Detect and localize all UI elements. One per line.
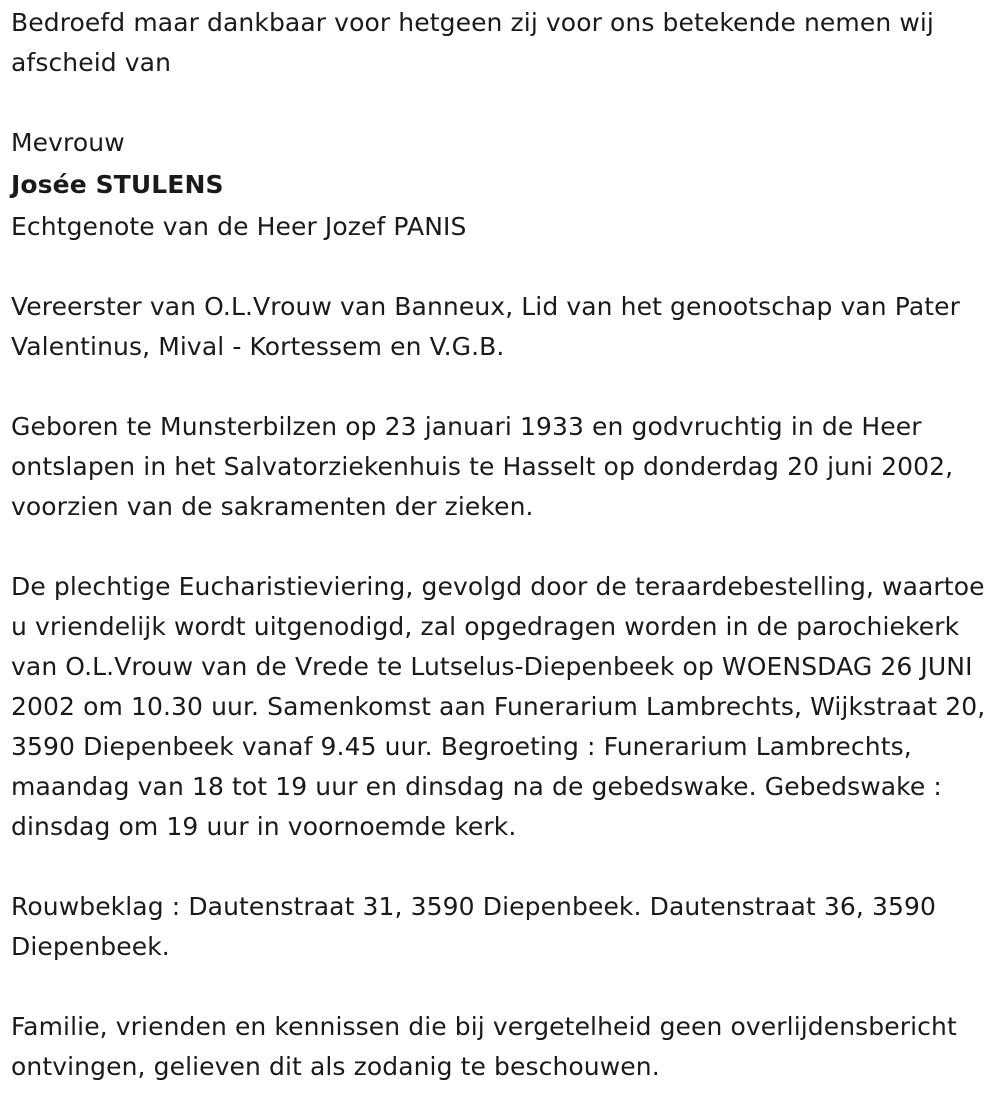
condolences-text: Rouwbeklag : Dautenstraat 31, 3590 Diepenbeek. Dautenstraat 36, 3590 Diepenbeek. — [11, 892, 936, 961]
ceremony-text: De plechtige Eucharistieviering, gevolgd door de teraardebestelling, waartoe u vriendelijk wordt uitgenodigd, zal opgedragen worden in de parochiekerk van O.L.Vrouw van de Vrede te Lutselus-Diepenbeek op WOENSDAG 26 JUNI 2002 om 10.30 uur. Samenkomst aan Funerarium Lambrechts, Wijkstraat 20, 3590 Diepenbeek vanaf 9.45 uur. Begroeting : Funerarium Lambrechts, maandag van 18 tot 19 uur en dinsdag na de gebedswake. Gebedswake : dinsdag om 19 uur in voornoemde kerk. — [11, 572, 986, 841]
intro-text: Bedroefd maar dankbaar voor hetgeen zij voor ons betekende nemen wij afscheid van — [11, 8, 934, 77]
deceased-name: Josée STULENS — [11, 170, 224, 199]
salutation: Mevrouw — [11, 128, 125, 157]
closing-text: Familie, vrienden en kennissen die bij vergetelheid geen overlijdensbericht ontvingen, gelieven dit als zodanig te beschouwen. — [11, 1012, 957, 1081]
obituary-notice — [11, 3, 996, 1087]
spouse-line: Echtgenote van de Heer Jozef PANIS — [11, 212, 467, 241]
birth-death-text: Geboren te Munsterbilzen op 23 januari 1933 en godvruchtig in de Heer ontslapen in het Salvatorziekenhuis te Hasselt op donderdag 20 juni 2002, voorzien van de sakramenten der zieken. — [11, 412, 954, 521]
memberships-text: Vereerster van O.L.Vrouw van Banneux, Lid van het genootschap van Pater Valentinus, Mival - Kortessem en V.G.B. — [11, 292, 961, 361]
deceased-block — [11, 123, 996, 247]
